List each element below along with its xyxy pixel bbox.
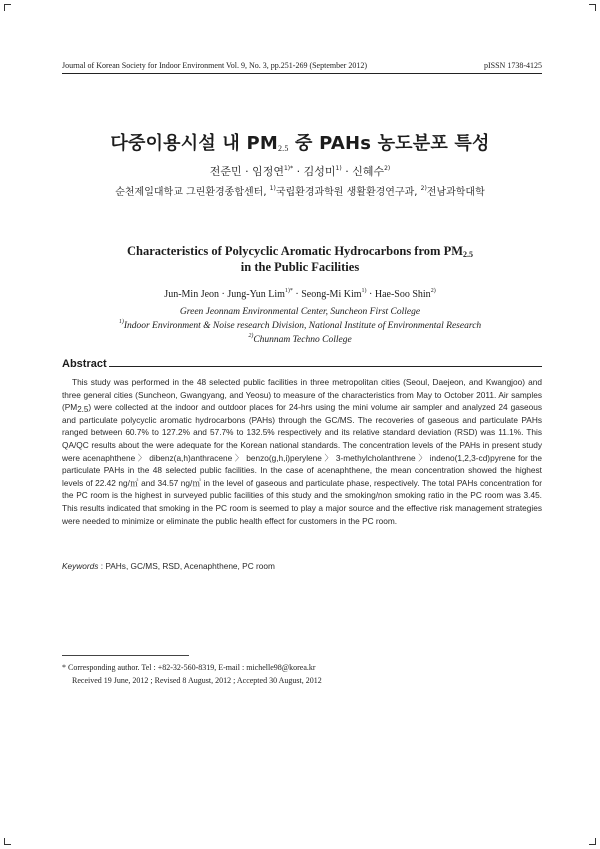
header-rule (62, 73, 542, 74)
korean-title: 다중이용시설 내 $PM_{2.5}$ 중 PAHs 농도분포 특성 (110, 133, 490, 154)
author-name: 김성미 (303, 165, 336, 178)
footnote-rule (62, 655, 189, 656)
abstract-rule (109, 366, 542, 367)
english-affiliation-0: Green Jeonnam Environmental Center, Suncheon First College (179, 307, 421, 317)
issn: pISSN 1738-4125 (483, 61, 542, 70)
received-dates: Received 19 June, 2012 ; Revised 8 August, 2012 ; Accepted 30 August, 2012 (72, 676, 322, 685)
english-affiliation-2: $^{2)}$Chunnam Techno College (248, 333, 352, 345)
keywords-label: Keywords (62, 561, 99, 571)
running-header (62, 61, 542, 71)
english-affiliation-1: $^{1)}$Indoor Environment & Noise research Division, National Institute of Environmental Research (118, 319, 482, 331)
abstract-label: Abstract (62, 358, 107, 370)
crop-mark-top-right (589, 4, 596, 11)
keywords (62, 561, 542, 571)
crop-mark-top-left (4, 4, 11, 11)
abstract-body: This study was performed in the 48 selected public facilities in three metropolitan cities (Seoul, Daejeon, and Kwangjoo) and three general cities (Suncheon, Gwangyang, and Yeosu) to measure of the characteristics from May to October 2011. Air samples $(PM_{2.5})$ were collected at the indoor and outdoor places for 24-hrs using the mini volume air sampler and analyzed 24 gaseous and particulate polycyclic aromatic hydrocarbons (PAHs) through the GC/MS. The recoveries of gaseous and particulate PAHs ranged between 60.7% to 127.2% and 57.7% to 132.5% respectively and its relative standard deviation (RSD) was 11.1%. This QA/QC results about the were adequate for the Korean national standards. The concentration levels of the PAHs in present study were acenaphthene 〉 dibenz(a,h)anthracene 〉 benzo(g,h,i)perylene 〉 3-methylcholanthrene 〉 indeno(1,2,3-cd)pyrene for the particulate PAHs in the 48 selected public facilities. In the case of acenaphthene, the mean concentration showed the highest levels of 22.42 ng/㎥ and 34.57 ng/㎥ in the level of gaseous and particulate phase, respectively. The total PAHs concentration for the PC room is the highest in surveyed public facilities of this study and the smoking/non smoking ratio in the PC room was 3.45. This results indicated that smoking in the PC room is seemed to play a major source and the effective risk management strategies were needed to minimize or eliminate the public health effect for customers in the PC room. (62, 377, 542, 526)
author-name: Jung-Yun Lim (227, 289, 285, 300)
author-name: Seong-Mi Kim (301, 289, 362, 300)
english-title: Characteristics of Polycyclic Aromatic Hydrocarbons from $PM_{2.5}$ in the Public Facilities (126, 244, 474, 274)
corresponding-author-note: * Corresponding author. Tel : +82-32-560-8319, E-mail : michelle98@korea.kr (62, 663, 316, 672)
author-name: 전준민 (209, 165, 242, 178)
journal-citation: Journal of Korean Society for Indoor Environment Vol. 9, No. 3, pp.251-269 (September 2012) (62, 61, 367, 70)
english-authors: Jun-Min Jeon · Jung-Yun Lim$^{1)*}$ · Seong-Mi Kim$^{1)}$ · Hae-Soo Shin$^{2)}$ (164, 288, 436, 300)
author-name: Jun-Min Jeon (164, 289, 220, 300)
korean-authors: 전준민 · 임정연$^{1)*}$ · 김성미$^{1)}$ · 신혜수$^{2)}$ (209, 165, 391, 178)
author-name: Hae-Soo Shin (374, 289, 431, 300)
crop-mark-bottom-left (4, 838, 11, 845)
korean-affiliations: 순천제일대학교 그린환경종합센터, $^{1)}$국립환경과학원 생활환경연구과, $^{2)}$전남과학대학 (115, 185, 485, 198)
crop-mark-bottom-right (589, 838, 596, 845)
author-name: 신혜수 (352, 165, 385, 178)
keywords-list: : PAHs, GC/MS, RSD, Acenaphthene, PC room (98, 561, 275, 571)
abstract-heading (62, 358, 542, 370)
author-name: 임정연 (252, 165, 284, 178)
